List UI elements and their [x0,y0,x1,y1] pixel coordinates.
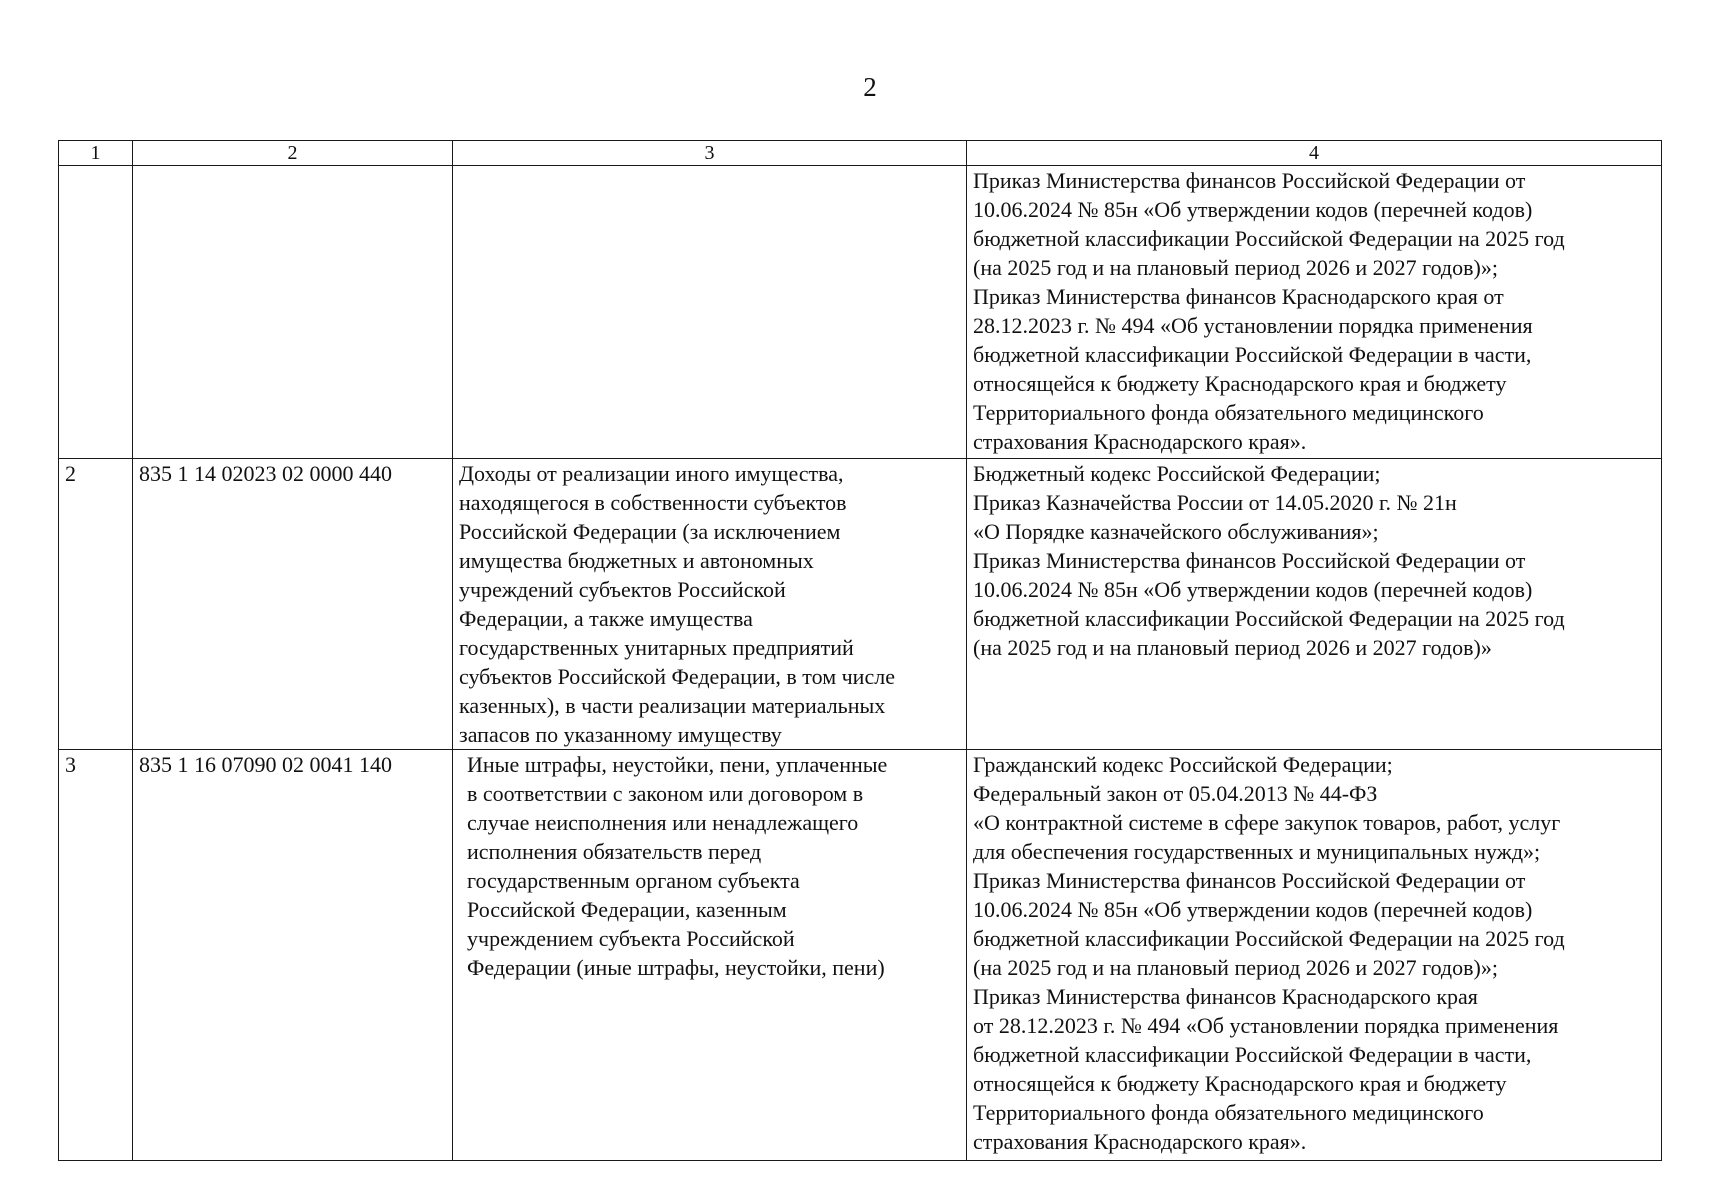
legal-basis [967,166,1662,459]
row-number [59,166,133,459]
legal-basis-line: 10.06.2024 № 85н «Об утверждении кодов (перечней кодов) [973,197,1533,222]
table-header [59,141,1662,166]
income-name-line: казенных), в части реализации материальных [459,693,886,718]
legal-basis [967,459,1662,750]
legal-basis-line: (на 2025 год и на плановый период 2026 и 2027 годов)»; [973,955,1498,980]
income-name-line: государственных унитарных предприятий [459,635,854,660]
legal-basis-line: (на 2025 год и на плановый период 2026 и 2027 годов)»; [973,255,1498,280]
income-name-line: Доходы от реализации иного имущества, [459,461,844,486]
row-number: 3 [59,750,133,1161]
document-table [58,140,1662,1161]
legal-basis-line: Приказ Министерства финансов Краснодарского края от [973,284,1504,309]
budget-code [133,166,453,459]
legal-basis-line: Территориального фонда обязательного медицинского [973,400,1484,425]
legal-basis-line: Территориального фонда обязательного медицинского [973,1100,1484,1125]
legal-basis-line: относящейся к бюджету Краснодарского края и бюджету [973,371,1507,396]
income-name-line: находящегося в собственности субъектов [459,490,847,515]
income-name-line: Иные штрафы, неустойки, пени, уплаченные [467,752,888,777]
legal-basis-line: бюджетной классификации Российской Федерации на 2025 год [973,926,1565,951]
legal-basis-line: бюджетной классификации Российской Федерации на 2025 год [973,606,1565,631]
header-col-1: 1 [59,141,133,166]
header-col-2: 2 [133,141,453,166]
legal-basis-line: Федеральный закон от 05.04.2013 № 44-ФЗ [973,781,1378,806]
income-name-line: запасов по указанному имуществу [459,722,782,747]
income-name-line: Федерации (иные штрафы, неустойки, пени) [467,955,885,980]
legal-basis-line: Приказ Министерства финансов Краснодарского края [973,984,1478,1009]
legal-basis-line: Приказ Министерства финансов Российской Федерации от [973,868,1526,893]
legal-basis-line: 10.06.2024 № 85н «Об утверждении кодов (перечней кодов) [973,897,1533,922]
legal-basis-line: Приказ Министерства финансов Российской Федерации от [973,548,1526,573]
legal-basis-line: относящейся к бюджету Краснодарского края и бюджету [973,1071,1507,1096]
header-col-4: 4 [967,141,1662,166]
table-row [59,750,1662,1161]
income-name-line: учреждением субъекта Российской [467,926,795,951]
income-name-line: Федерации, а также имущества [459,606,753,631]
income-name-line: государственным органом субъекта [467,868,800,893]
legal-basis-line: «О контрактной системе в сфере закупок товаров, работ, услуг [973,810,1561,835]
income-name [453,459,967,750]
table-row [59,166,1662,459]
income-name [453,166,967,459]
income-name-line: имущества бюджетных и автономных [459,548,814,573]
legal-basis-line: Гражданский кодекс Российской Федерации; [973,752,1393,777]
header-col-3: 3 [453,141,967,166]
legal-basis-line: бюджетной классификации Российской Федерации в части, [973,342,1532,367]
income-name-line: исполнения обязательств перед [467,839,762,864]
table-body [59,166,1662,1161]
page-number: 2 [863,72,877,102]
header-row [59,141,1662,166]
legal-basis-line: для обеспечения государственных и муниципальных нужд»; [973,839,1541,864]
income-name-line: случае неисполнения или ненадлежащего [467,810,859,835]
legal-basis-line: от 28.12.2023 г. № 494 «Об установлении порядка применения [973,1013,1559,1038]
income-name-line: учреждений субъектов Российской [459,577,786,602]
legal-basis-line: бюджетной классификации Российской Федерации в части, [973,1042,1532,1067]
legal-basis-line: 10.06.2024 № 85н «Об утверждении кодов (перечней кодов) [973,577,1533,602]
income-name-line: субъектов Российской Федерации, в том числе [459,664,895,689]
legal-basis-line: 28.12.2023 г. № 494 «Об установлении порядка применения [973,313,1533,338]
legal-basis-line: страхования Краснодарского края». [973,1129,1307,1154]
legal-basis-line: Приказ Казначейства России от 14.05.2020 г. № 21н [973,490,1457,515]
income-name-line: в соответствии с законом или договором в [467,781,864,806]
legal-basis-line: бюджетной классификации Российской Федерации на 2025 год [973,226,1565,251]
budget-code: 835 1 14 02023 02 0000 440 [133,459,453,750]
legal-basis-line: «О Порядке казначейского обслуживания»; [973,519,1379,544]
income-name-line: Российской Федерации (за исключением [459,519,841,544]
budget-code: 835 1 16 07090 02 0041 140 [133,750,453,1161]
row-number: 2 [59,459,133,750]
legal-basis-line: Бюджетный кодекс Российской Федерации; [973,461,1381,486]
legal-basis-line: Приказ Министерства финансов Российской Федерации от [973,168,1526,193]
income-name-line: Российской Федерации, казенным [467,897,787,922]
legal-basis-line: (на 2025 год и на плановый период 2026 и 2027 годов)» [973,635,1492,660]
income-name [453,750,967,1161]
legal-basis [967,750,1662,1161]
legal-basis-line: страхования Краснодарского края». [973,429,1307,454]
table-row [59,459,1662,750]
